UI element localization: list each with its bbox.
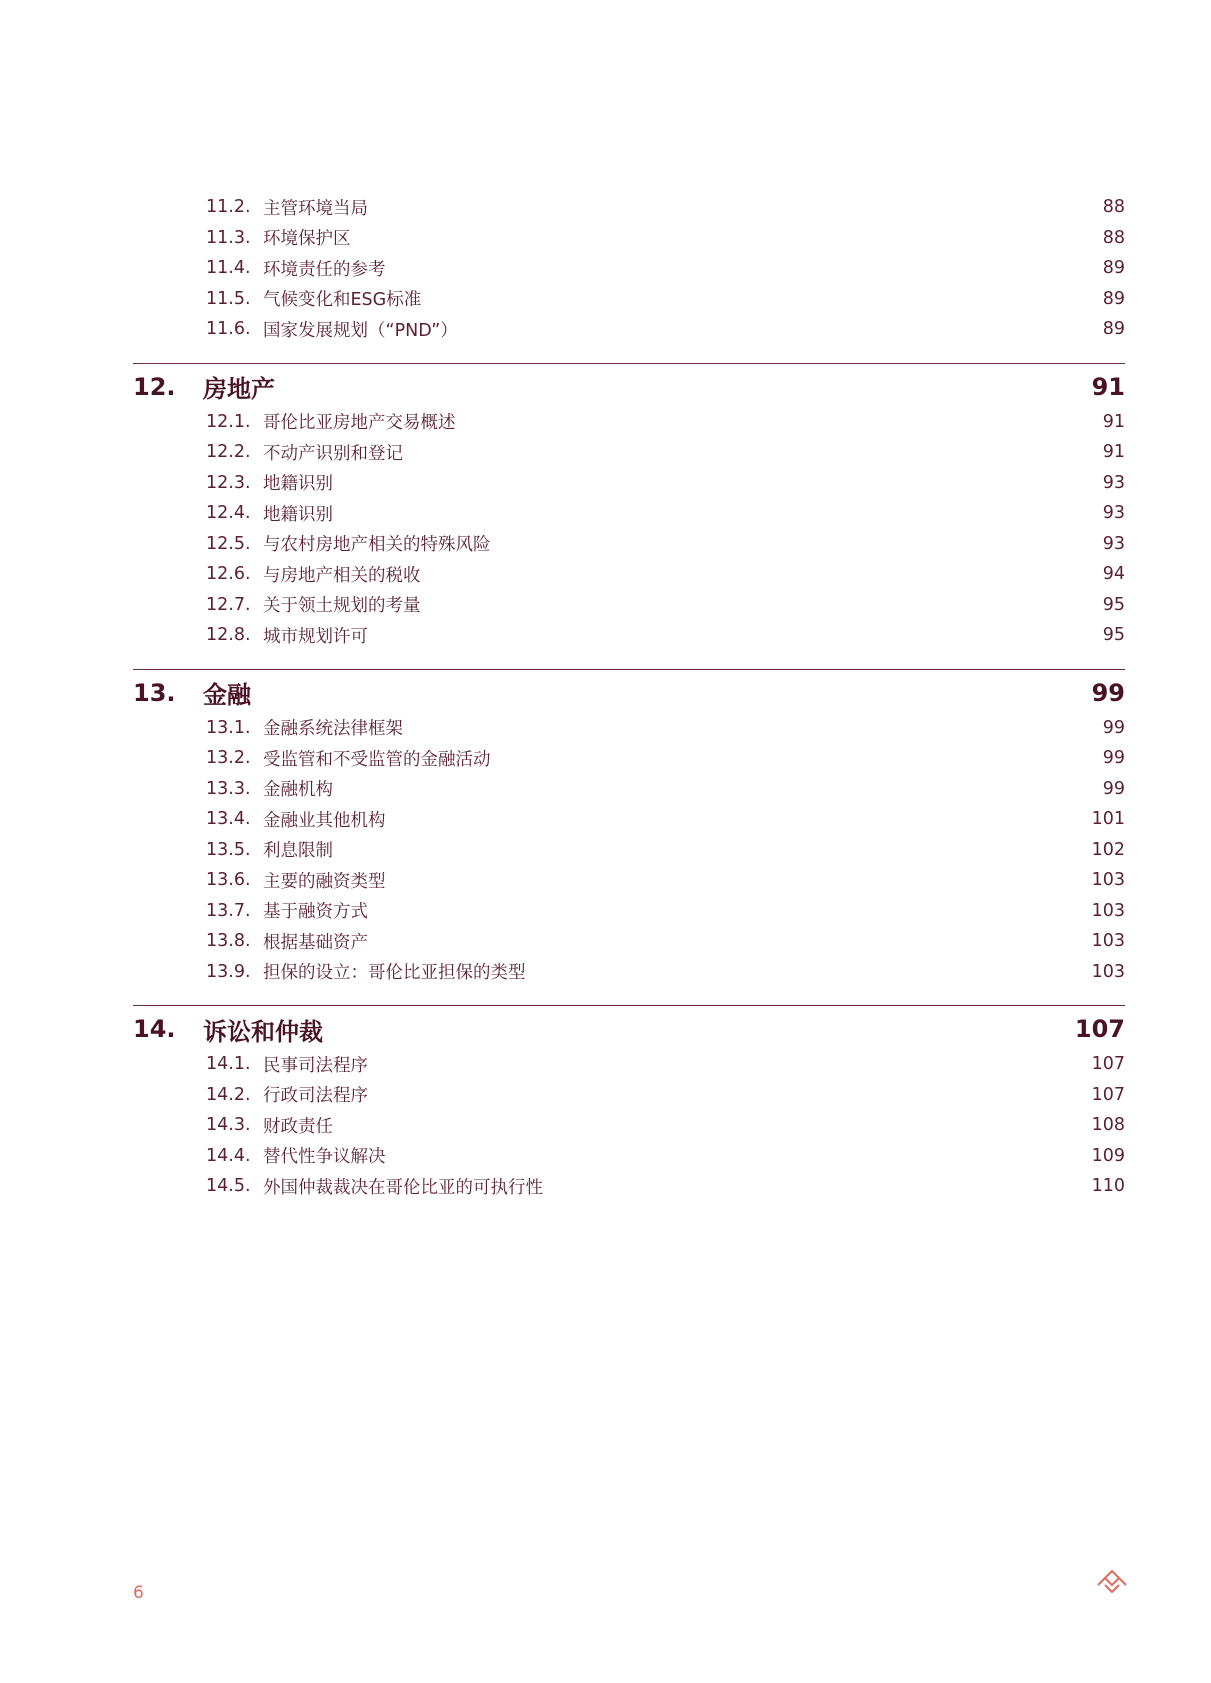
toc-entry-title: 主管环境当局 — [263, 198, 368, 219]
toc-entry-page: 88 — [1102, 197, 1125, 218]
section-title: 金融 — [203, 681, 251, 709]
toc-entry-number: 12.1. — [206, 411, 251, 432]
toc-entry-page: 91 — [1102, 442, 1125, 463]
toc-section — [133, 363, 1125, 651]
toc-entry-page: 93 — [1102, 503, 1125, 524]
sections — [133, 363, 1125, 1202]
toc-entry[interactable] — [133, 713, 1125, 744]
toc-entry-page: 95 — [1102, 625, 1125, 646]
toc-entry-page: 89 — [1102, 288, 1125, 309]
intro-list — [133, 192, 1125, 345]
toc-entry[interactable] — [133, 896, 1125, 927]
toc-entry-page: 99 — [1102, 778, 1125, 799]
toc-entry[interactable] — [133, 498, 1125, 529]
toc-entry-title: 金融机构 — [263, 780, 333, 801]
section-page: 91 — [1091, 372, 1125, 401]
toc-entry-title: 环境保护区 — [263, 229, 351, 250]
toc-entry-number: 12.7. — [206, 594, 251, 615]
toc-entry-page: 93 — [1102, 472, 1125, 493]
toc-entry[interactable] — [133, 407, 1125, 438]
toc-entry-page: 103 — [1091, 961, 1125, 982]
toc-entry[interactable] — [133, 559, 1125, 590]
toc-entry-title: 担保的设立：哥伦比亚担保的类型 — [263, 963, 526, 984]
toc-entry[interactable] — [133, 1110, 1125, 1141]
toc-entry-title: 受监管和不受监管的金融活动 — [263, 749, 491, 770]
toc-entry-number: 14.5. — [206, 1176, 251, 1197]
toc-entry-page: 102 — [1091, 839, 1125, 860]
toc-entry[interactable] — [133, 926, 1125, 957]
toc-entry-number: 11.4. — [206, 258, 251, 279]
toc-entry-number: 11.2. — [206, 197, 251, 218]
toc-entry-title: 与房地产相关的税收 — [263, 565, 421, 586]
toc-entry-number: 12.4. — [206, 503, 251, 524]
toc-entry-page: 108 — [1091, 1115, 1125, 1136]
toc-entry-number: 13.9. — [206, 961, 251, 982]
toc-entry[interactable] — [133, 314, 1125, 345]
toc-entry-page: 103 — [1091, 900, 1125, 921]
toc-entry[interactable] — [133, 865, 1125, 896]
toc-entry-number: 12.6. — [206, 564, 251, 585]
toc-entry[interactable] — [133, 1141, 1125, 1172]
toc-entry-page: 95 — [1102, 594, 1125, 615]
toc-entry[interactable] — [133, 284, 1125, 315]
chevron-logo-icon — [1096, 1569, 1128, 1597]
toc-entry-number: 12.5. — [206, 533, 251, 554]
toc-entry-title: 主要的融资类型 — [263, 871, 386, 892]
toc-entry-title: 关于领土规划的考量 — [263, 596, 421, 617]
toc-entry-page: 109 — [1091, 1145, 1125, 1166]
toc-entry[interactable] — [133, 468, 1125, 499]
toc-entry-number: 14.4. — [206, 1145, 251, 1166]
toc-entry-number: 13.6. — [206, 870, 251, 891]
toc-entry-title: 根据基础资产 — [263, 932, 368, 953]
toc-entry[interactable] — [133, 835, 1125, 866]
toc-entry-number: 13.5. — [206, 839, 251, 860]
table-of-contents — [133, 192, 1125, 1202]
toc-entry[interactable] — [133, 253, 1125, 284]
toc-entry[interactable] — [133, 1171, 1125, 1202]
toc-entry-title: 金融业其他机构 — [263, 810, 386, 831]
toc-entry-title: 地籍识别 — [263, 504, 333, 525]
toc-entry-title: 替代性争议解决 — [263, 1147, 386, 1168]
toc-entry-page: 103 — [1091, 931, 1125, 952]
section-page: 107 — [1074, 1015, 1125, 1043]
toc-entry-number: 11.5. — [206, 288, 251, 309]
toc-entry-number: 11.6. — [206, 319, 251, 340]
toc-section — [133, 1005, 1125, 1202]
toc-entry[interactable] — [133, 1080, 1125, 1111]
toc-entry-number: 13.1. — [206, 717, 251, 738]
toc-entry-number: 14.2. — [206, 1084, 251, 1105]
toc-section-entries — [133, 407, 1125, 651]
toc-entry-page: 93 — [1102, 533, 1125, 554]
toc-entry-title: 基于融资方式 — [263, 902, 368, 923]
toc-entry[interactable] — [133, 957, 1125, 988]
toc-entry[interactable] — [133, 743, 1125, 774]
toc-entry-page: 89 — [1102, 258, 1125, 279]
toc-entry-page: 88 — [1102, 227, 1125, 248]
toc-entry-number: 12.2. — [206, 442, 251, 463]
section-number: 13. — [133, 678, 176, 707]
toc-entry-number: 11.3. — [206, 227, 251, 248]
toc-entry[interactable] — [133, 223, 1125, 254]
toc-entry-title: 城市规划许可 — [263, 626, 368, 647]
toc-entry-page: 91 — [1102, 411, 1125, 432]
toc-entry-number: 14.1. — [206, 1054, 251, 1075]
toc-entry-title: 金融系统法律框架 — [263, 719, 403, 740]
section-title: 房地产 — [203, 375, 275, 403]
toc-entry-title: 哥伦比亚房地产交易概述 — [263, 413, 456, 434]
toc-entry-page: 107 — [1091, 1054, 1125, 1075]
toc-entry-page: 101 — [1091, 809, 1125, 830]
toc-entry-page: 94 — [1102, 564, 1125, 585]
toc-entry-title: 行政司法程序 — [263, 1086, 368, 1107]
toc-entry-number: 13.2. — [206, 748, 251, 769]
toc-section-heading[interactable] — [133, 1005, 1125, 1048]
toc-entry-page: 99 — [1102, 717, 1125, 738]
toc-section-entries — [133, 713, 1125, 988]
toc-entry-number: 14.3. — [206, 1115, 251, 1136]
toc-entry-title: 与农村房地产相关的特殊风险 — [263, 535, 491, 556]
section-number: 14. — [133, 1015, 176, 1043]
toc-entry[interactable] — [133, 590, 1125, 621]
toc-entry-title: 不动产识别和登记 — [263, 443, 403, 464]
toc-entry-title: 民事司法程序 — [263, 1055, 368, 1076]
toc-entry-number: 12.8. — [206, 625, 251, 646]
toc-entry-page: 110 — [1091, 1176, 1125, 1197]
toc-entry-title: 地籍识别 — [263, 474, 333, 495]
toc-entry[interactable] — [133, 1049, 1125, 1080]
toc-entry-title: 国家发展规划（“PND”） — [263, 320, 458, 341]
toc-entry[interactable] — [133, 804, 1125, 835]
section-title: 诉讼和仲裁 — [203, 1017, 323, 1046]
toc-entry-title: 财政责任 — [263, 1116, 333, 1137]
section-page: 99 — [1091, 678, 1125, 707]
toc-entry-page: 99 — [1102, 748, 1125, 769]
toc-section-heading[interactable] — [133, 363, 1125, 406]
toc-entry-title: 利息限制 — [263, 841, 333, 862]
toc-entry-number: 13.7. — [206, 900, 251, 921]
toc-entry-title: 环境责任的参考 — [263, 259, 386, 280]
toc-section — [133, 669, 1125, 988]
toc-entry[interactable] — [133, 437, 1125, 468]
toc-entry-page: 103 — [1091, 870, 1125, 891]
toc-section-entries — [133, 1049, 1125, 1202]
section-number: 12. — [133, 372, 176, 401]
toc-entry-number: 13.3. — [206, 778, 251, 799]
toc-entry-number: 12.3. — [206, 472, 251, 493]
toc-entry[interactable] — [133, 774, 1125, 805]
toc-entry[interactable] — [133, 192, 1125, 223]
page-number: 6 — [133, 1583, 144, 1603]
toc-entry-title: 外国仲裁裁决在哥伦比亚的可执行性 — [263, 1177, 543, 1198]
toc-entry[interactable] — [133, 529, 1125, 560]
toc-section-heading[interactable] — [133, 669, 1125, 712]
toc-entry-title: 气候变化和ESG标准 — [263, 290, 422, 311]
toc-entry-number: 13.8. — [206, 931, 251, 952]
toc-entry-page: 107 — [1091, 1084, 1125, 1105]
toc-entry-number: 13.4. — [206, 809, 251, 830]
toc-entry[interactable] — [133, 620, 1125, 651]
toc-entry-page: 89 — [1102, 319, 1125, 340]
